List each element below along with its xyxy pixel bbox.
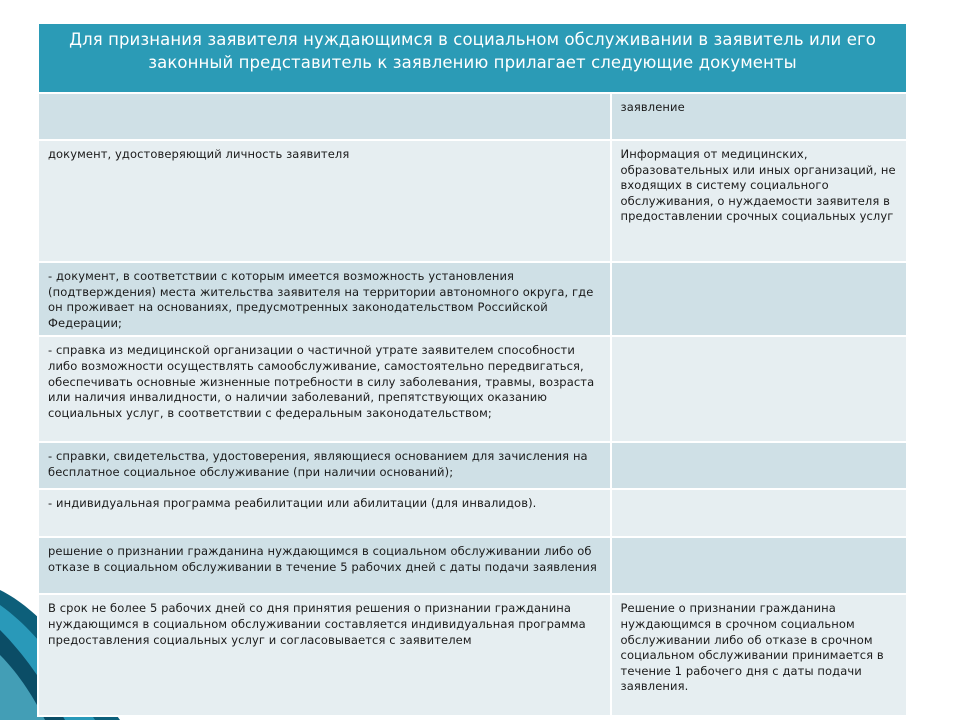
table-cell-right: заявление xyxy=(611,93,907,140)
table-cell-left: В срок не более 5 рабочих дней со дня принятия решения о признании гражданина нуждающимся в социальном обслуживании составляется индивидуальная программа предоставления социальных услуг и согласовывается с заявителем xyxy=(38,594,611,716)
table-cell-right xyxy=(611,262,907,336)
table-cell-left: - документ, в соответствии с которым имеется возможность установления (подтверждения) места жительства заявителя на территории автономного округа, где он проживает на основаниях, предусмотренных законодательством Российской Федерации; xyxy=(38,262,611,336)
table-row xyxy=(38,336,907,442)
table-row xyxy=(38,140,907,262)
table-cell-left xyxy=(38,93,611,140)
table-cell-left: - справка из медицинской организации о частичной утрате заявителем способности либо возможности осуществлять самообслуживание, самостоятельно передвигаться, обеспечивать основные жизненные потребности в силу заболевания, травмы, возраста или наличия инвалидности, о наличии заболеваний, препятствующих оказанию социальных услуг, в соответствии с федеральным законодательством; xyxy=(38,336,611,442)
table-row xyxy=(38,262,907,336)
table-cell-left: - справки, свидетельства, удостоверения, являющиеся основанием для зачисления на бесплатное социальное обслуживание (при наличии оснований); xyxy=(38,442,611,489)
table-cell-right xyxy=(611,336,907,442)
table-cell-right: Решение о признании гражданина нуждающимся в срочном социальном обслуживании либо об отказе в срочном социальном обслуживании принимается в течение 1 рабочего дня с даты подачи заявления. xyxy=(611,594,907,716)
table-cell-right: Информация от медицинских, образовательных или иных организаций, не входящих в систему социального обслуживания, о нуждаемости заявителя в предоставлении срочных социальных услуг xyxy=(611,140,907,262)
table-cell-left: документ, удостоверяющий личность заявителя xyxy=(38,140,611,262)
table-row xyxy=(38,594,907,716)
documents-table xyxy=(37,22,908,717)
table-cell-right xyxy=(611,537,907,594)
table-row xyxy=(38,93,907,140)
table-row xyxy=(38,442,907,489)
table-cell-right xyxy=(611,442,907,489)
table-cell-left: - индивидуальная программа реабилитации или абилитации (для инвалидов). xyxy=(38,489,611,537)
table-header: Для признания заявителя нуждающимся в социальном обслуживании в заявитель или его законный представитель к заявлению прилагает следующие документы xyxy=(38,23,907,93)
table-header-row xyxy=(38,23,907,93)
table-row xyxy=(38,489,907,537)
table-cell-right xyxy=(611,489,907,537)
table-row xyxy=(38,537,907,594)
table-cell-left: решение о признании гражданина нуждающимся в социальном обслуживании либо об отказе в социальном обслуживании в течение 5 рабочих дней с даты подачи заявления xyxy=(38,537,611,594)
